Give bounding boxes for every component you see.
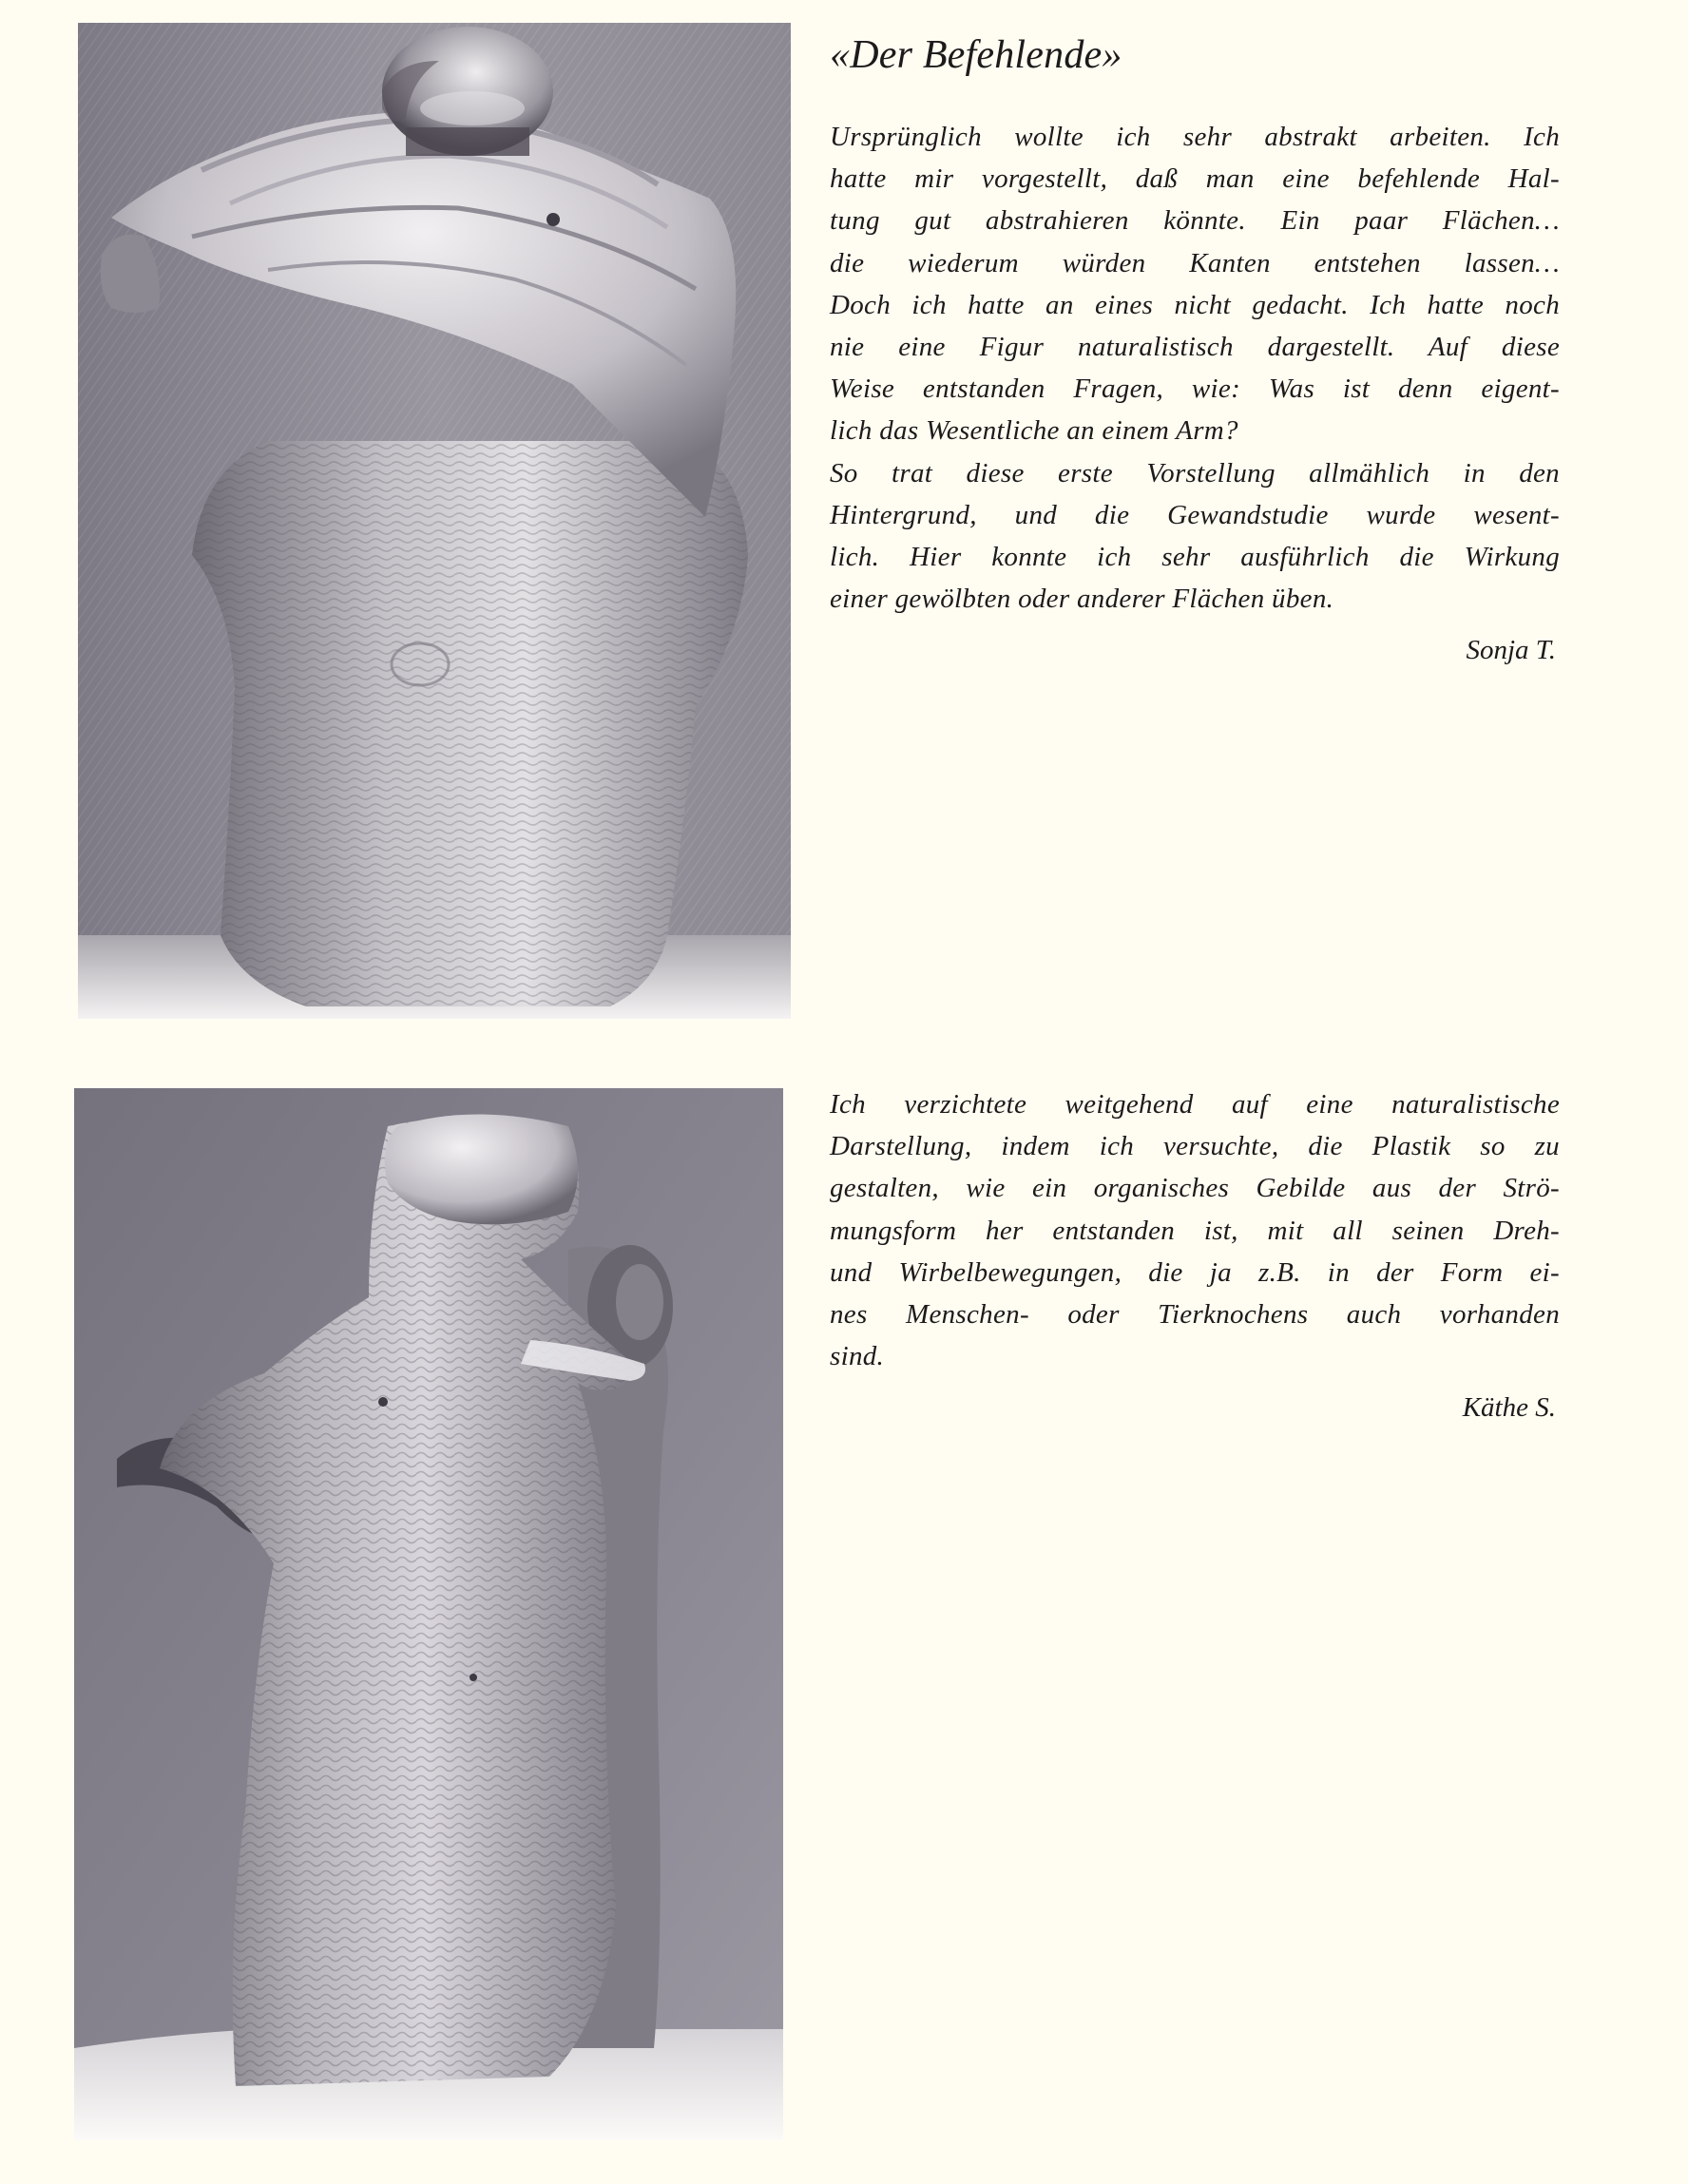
text-line: die wiederum würden Kanten entstehen lassen… bbox=[830, 247, 1560, 278]
author-signature: Käthe S. bbox=[1462, 1392, 1556, 1424]
text-line: So trat diese erste Vorstellung allmählich in den bbox=[830, 457, 1560, 489]
paragraph bbox=[830, 116, 1560, 620]
text-line: mungsform her entstanden ist, mit all seinen Dreh- bbox=[830, 1215, 1560, 1246]
text-line: nie eine Figur naturalistisch dargestellt. Auf diese bbox=[830, 332, 1560, 363]
section-title: «Der Befehlende» bbox=[830, 33, 1122, 77]
text-line: Ursprünglich wollte ich sehr abstrakt arbeiten. Ich bbox=[830, 122, 1560, 152]
text-line: einer gewölbten oder anderer Flächen üben. bbox=[830, 584, 1334, 615]
text-line: Hintergrund, und die Gewandstudie wurde wesent- bbox=[830, 499, 1560, 530]
text-line: lich. Hier konnte ich sehr ausführlich die Wirkung bbox=[830, 542, 1560, 573]
text-line: gestalten, wie ein organisches Gebilde aus der Strö- bbox=[830, 1173, 1560, 1204]
author-signature: Sonja T. bbox=[1466, 635, 1556, 666]
text-line: und Wirbelbewegungen, die ja z.B. in der Form ei- bbox=[830, 1256, 1560, 1288]
sculpture-photo-top bbox=[78, 23, 791, 1019]
sculpture-photo-bottom bbox=[74, 1088, 783, 2140]
sculpture-two-figures-image bbox=[74, 1088, 783, 2140]
text-line: nes Menschen- oder Tierknochens auch vorhanden bbox=[830, 1299, 1560, 1331]
paragraph bbox=[830, 1083, 1560, 1377]
text-line: Doch ich hatte an eines nicht gedacht. Ich hatte noch bbox=[830, 289, 1560, 320]
text-line: lich das Wesentliche an einem Arm? bbox=[830, 415, 1238, 447]
text-line: tung gut abstrahieren könnte. Ein paar Flächen… bbox=[830, 205, 1560, 237]
text-section-kaethe bbox=[830, 1083, 1560, 1428]
text-section-befehlende bbox=[830, 29, 1560, 671]
text-line: Darstellung, indem ich versuchte, die Plastik so zu bbox=[830, 1131, 1560, 1162]
sculpture-back-view-image bbox=[78, 23, 791, 1019]
text-line: Weise entstanden Fragen, wie: Was ist denn eigent- bbox=[830, 374, 1560, 405]
text-line: hatte mir vorgestellt, daß man eine befehlende Hal- bbox=[830, 163, 1560, 195]
text-line: Ich verzichtete weitgehend auf eine naturalistische bbox=[830, 1089, 1560, 1120]
text-line: sind. bbox=[830, 1341, 885, 1372]
